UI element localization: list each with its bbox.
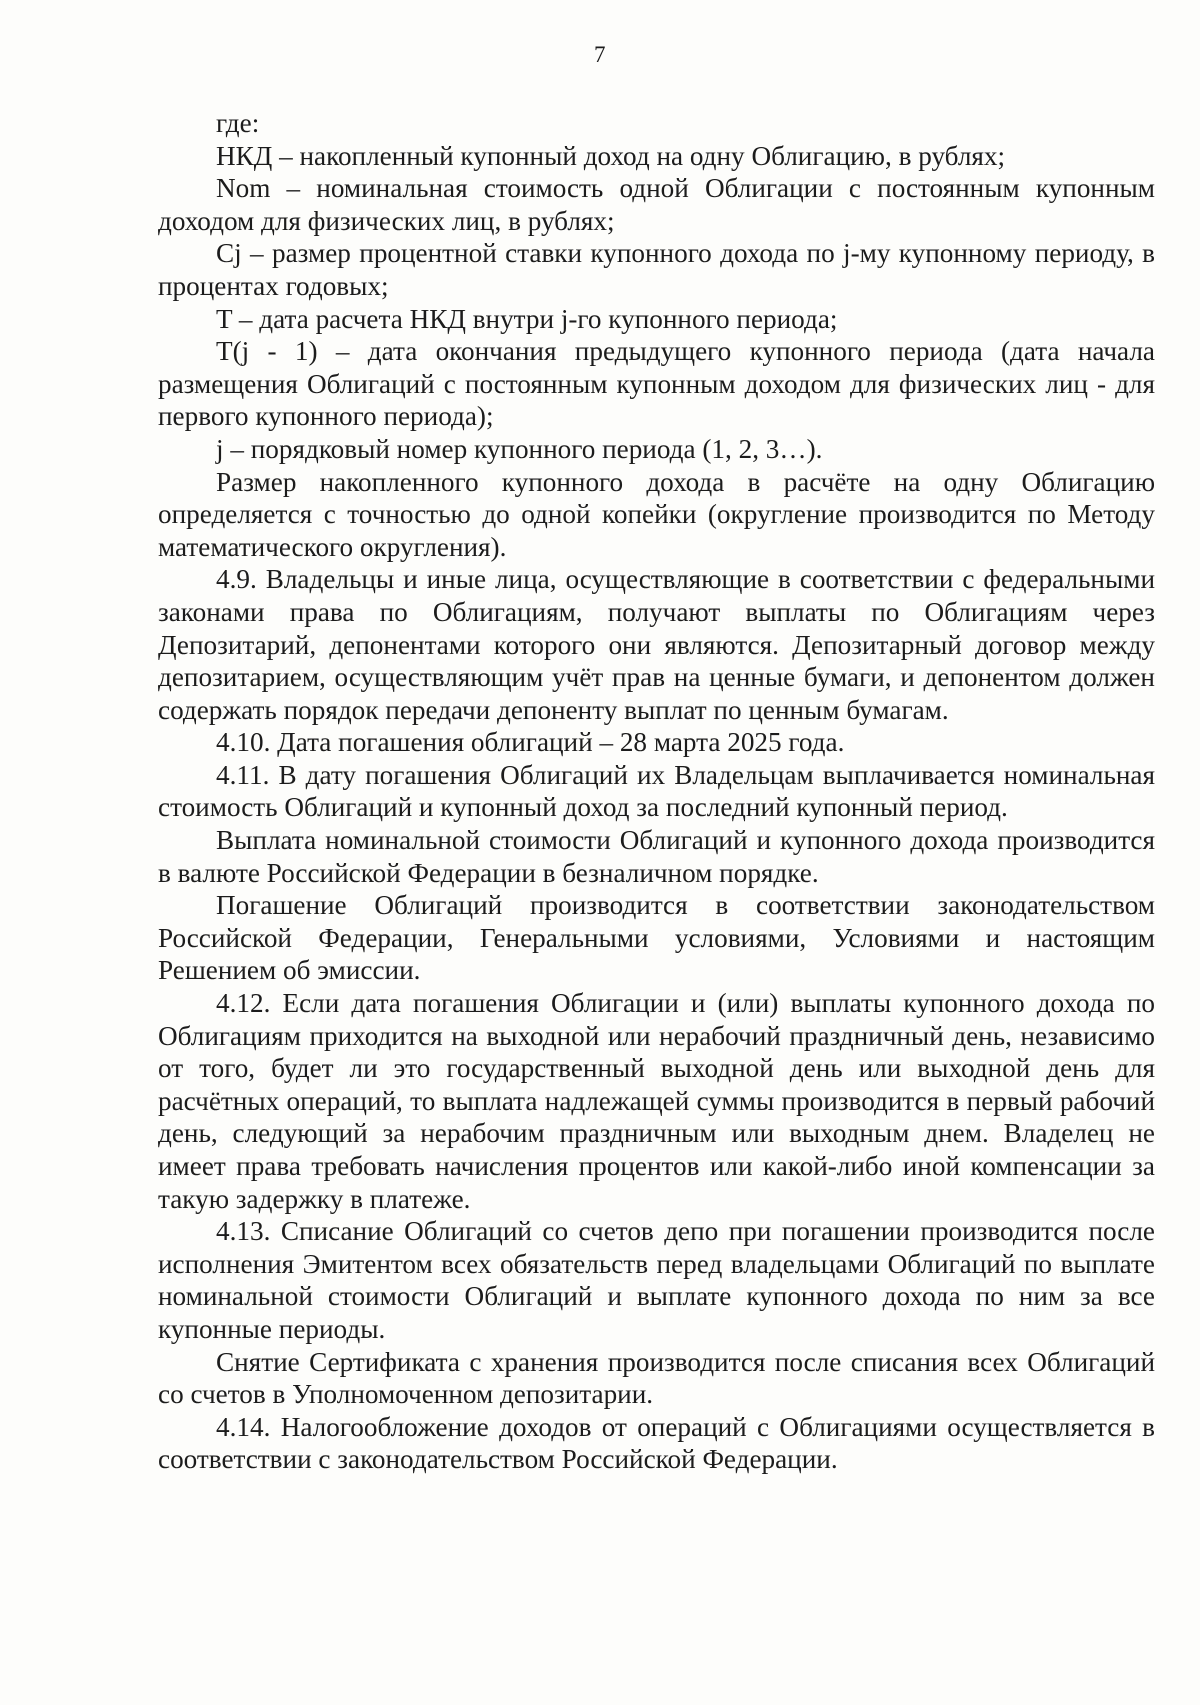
paragraph-tj-definition: T(j - 1) – дата окончания предыдущего купонного периода (дата начала размещения Облигаций с постоянным купонным доходом для физических лиц - для первого купонного периода); [158, 336, 1155, 432]
paragraph-cj-definition: Cj – размер процентной ставки купонного дохода по j-му купонному периоду, в процентах годовых; [158, 238, 1155, 301]
paragraph-section-4-12: 4.12. Если дата погашения Облигации и (или) выплаты купонного дохода по Облигациям приходится на выходной или нерабочий праздничный день, независимо от того, будет ли это государственный выходной день или выходной день для расчётных операций, то выплата надлежащей суммы производится в первый рабочий день, следующий за нерабочим праздничным или выходным днем. Владелец не имеет права требовать начисления процентов или какой-либо иной компенсации за такую задержку в платеже. [158, 988, 1155, 1214]
paragraph-where: где: [216, 108, 260, 138]
paragraph-section-4-9: 4.9. Владельцы и иные лица, осуществляющие в соответствии с федеральными законами права по Облигациям, получают выплаты по Облигациям через Депозитарий, депонентами которого они являются. Депозитарный договор между депозитарием, осуществляющим учёт прав на ценные бумаги, и депонентом должен содержать порядок передачи депоненту выплат по ценным бумагам. [158, 564, 1155, 725]
paragraph-nom-definition: Nom – номинальная стоимость одной Облигации с постоянным купонным доходом для физических лиц, в рублях; [158, 173, 1155, 236]
document-body [158, 107, 1155, 1476]
paragraph-j-definition: j – порядковый номер купонного периода (1, 2, 3…). [216, 433, 823, 464]
paragraph-redemption-law: Погашение Облигаций производится в соответствии законодательством Российской Федерации, Генеральными условиями, Условиями и настоящим Решением об эмиссии. [158, 890, 1155, 986]
paragraph-certificate-removal: Снятие Сертификата с хранения производится после списания всех Облигаций со счетов в Уполномоченном депозитарии. [158, 1346, 1155, 1410]
paragraph-t-definition: T – дата расчета НКД внутри j-го купонного периода; [216, 303, 838, 334]
paragraph-payment-currency: Выплата номинальной стоимости Облигаций и купонного дохода производится в валюте Российской Федерации в безналичном порядке. [158, 825, 1155, 888]
paragraph-rounding: Размер накопленного купонного дохода в расчёте на одну Облигацию определяется с точностью до одной копейки (округление производится по Методу математического округления). [158, 466, 1155, 562]
paragraph-section-4-14: 4.14. Налогообложение доходов от операций с Облигациями осуществляется в соответствии с законодательством Российской Федерации. [158, 1411, 1155, 1475]
page-number: 7 [594, 42, 606, 67]
paragraph-section-4-11: 4.11. В дату погашения Облигаций их Владельцам выплачивается номинальная стоимость Облигаций и купонный доход за последний купонный период. [158, 759, 1155, 823]
paragraph-section-4-13: 4.13. Списание Облигаций со счетов депо при погашении производится после исполнения Эмитентом всех обязательств перед владельцами Облигаций по выплате номинальной стоимости Облигаций и выплате купонного дохода по ним за все купонные периоды. [158, 1216, 1155, 1344]
paragraph-nkd-definition: НКД – накопленный купонный доход на одну Облигацию, в рублях; [216, 140, 1006, 171]
paragraph-section-4-10: 4.10. Дата погашения облигаций – 28 марта 2025 года. [216, 727, 845, 758]
